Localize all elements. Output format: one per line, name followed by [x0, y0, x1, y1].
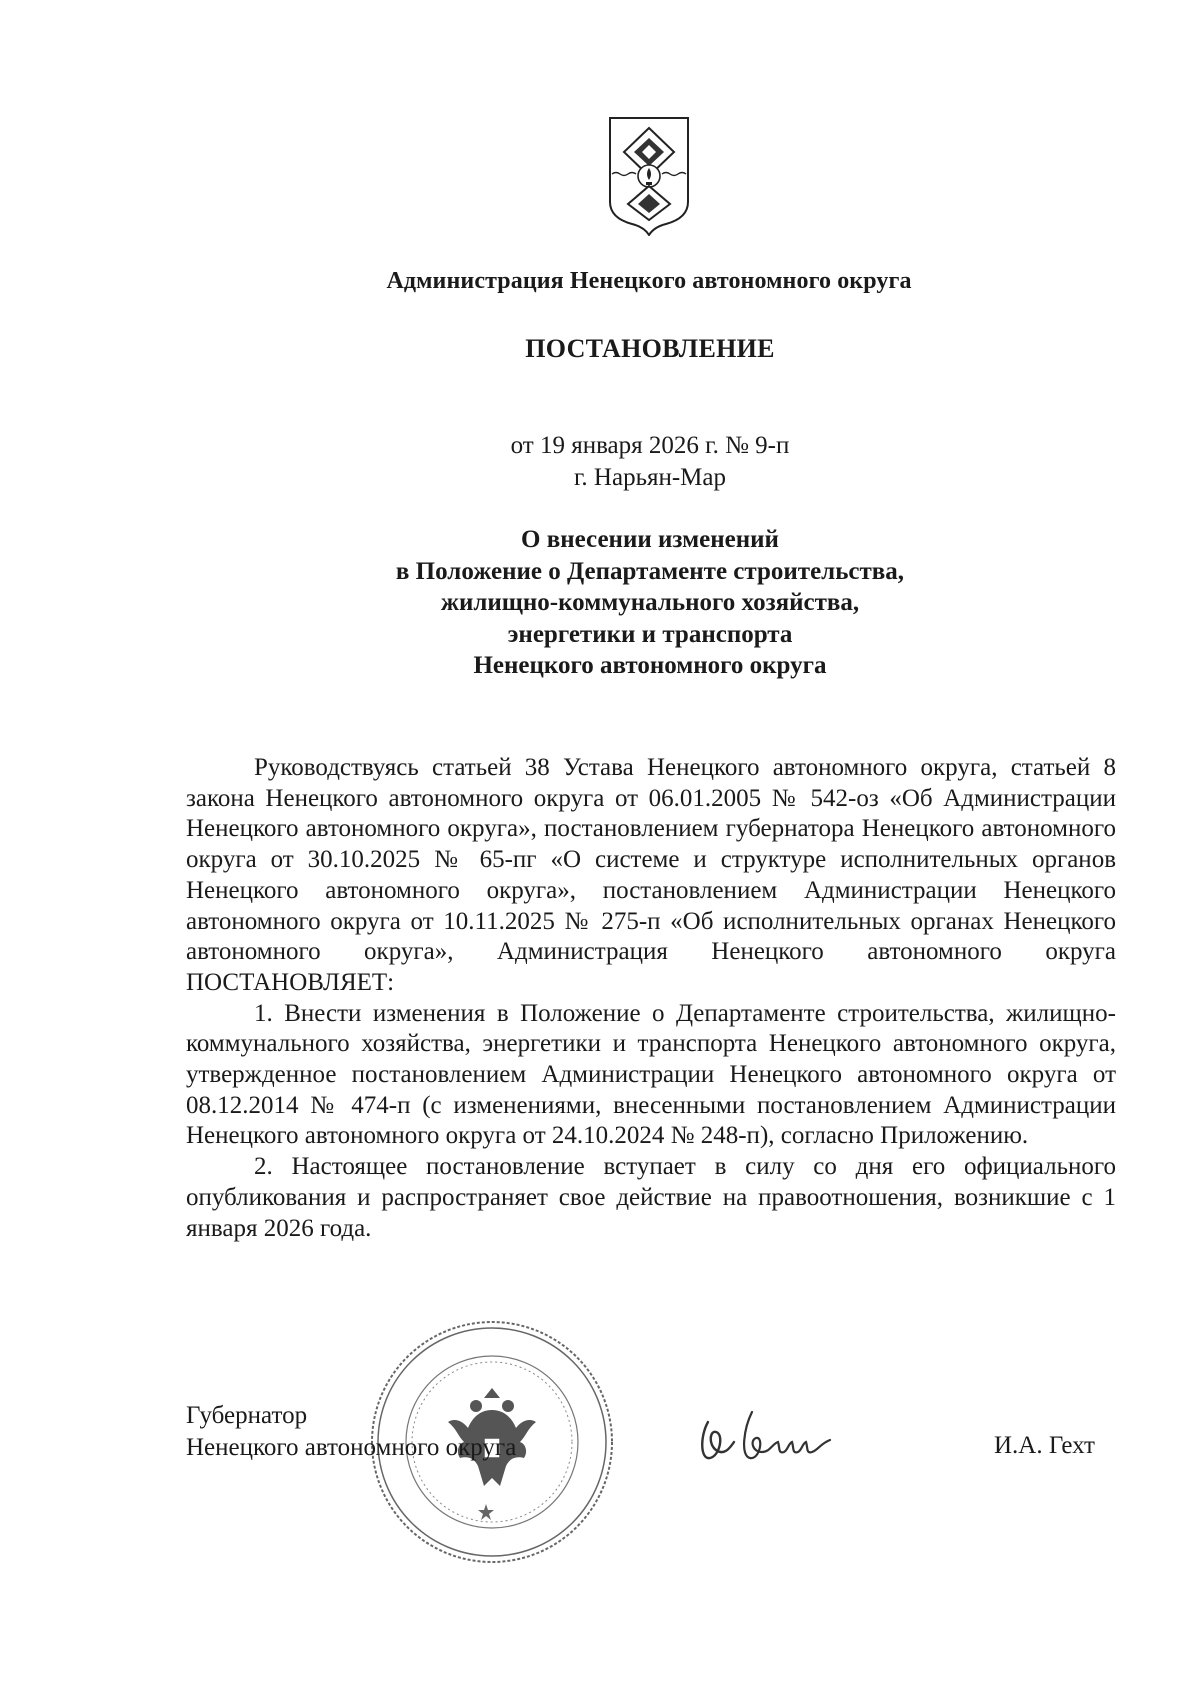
signatory-position — [186, 1400, 516, 1464]
document-body — [186, 753, 1116, 1244]
subject-line: Ненецкого автономного округа — [473, 652, 827, 680]
subject-line: в Положение о Департаменте строительства, — [395, 557, 905, 585]
signatory-title: Губернатор — [186, 1402, 308, 1429]
subject-line: О внесении изменений — [521, 526, 779, 553]
document-city: г. Нарьян-Мар — [573, 464, 726, 491]
clause-2-paragraph: 2. Настоящее постановление вступает в силу со дня его официального опубликования и распространяет свое действие на правоотношения, возникшие с 1 января 2026 года. — [186, 1153, 1116, 1242]
preamble-paragraph: Руководствуясь статьей 38 Устава Ненецкого автономного округа, статьей 8 закона Ненецкого автономного округа от 06.01.2005 № 542-оз «Об Администрации Ненецкого автономного округа», постановлением губернатора Ненецкого автономного округа от 30.10.2025 № 65-пг «О системе и структуре исполнительных органов Ненецкого автономного округа», постановлением Администрации Ненецкого автономного округа от 10.11.2025 № 275-п «Об исполнительных органах Ненецкого автономного округа», Администрация Ненецкого автономного округа ПОСТАНОВЛЯЕТ: — [186, 754, 1116, 996]
handwritten-signature — [694, 1400, 844, 1478]
clause-1-paragraph: 1. Внести изменения в Положение о Департаменте строительства, жилищно-коммунального хозяйства, энергетики и транспорта Ненецкого автономного округа, утвержденное постановлением Администрации Ненецкого автономного округа от 08.12.2014 № 474-п (с изменениями, внесенными постановлением Администрации Ненецкого автономного округа от 24.10.2024 № 248-п), согласно Приложению. — [186, 999, 1116, 1150]
document-type: ПОСТАНОВЛЕНИЕ — [525, 334, 775, 363]
organization-title: Администрация Ненецкого автономного округа — [386, 268, 912, 294]
coat-of-arms-icon — [604, 114, 694, 236]
subject-line: жилищно-коммунального хозяйства, — [440, 589, 860, 617]
document-date-number: от 19 января 2026 г. № 9-п — [510, 432, 790, 459]
subject-line: энергетики и транспорта — [507, 620, 793, 648]
document-subject — [0, 524, 1200, 682]
signatory-organization: Ненецкого автономного округа — [186, 1434, 517, 1461]
signatory-name: И.А. Гехт — [994, 1432, 1095, 1459]
